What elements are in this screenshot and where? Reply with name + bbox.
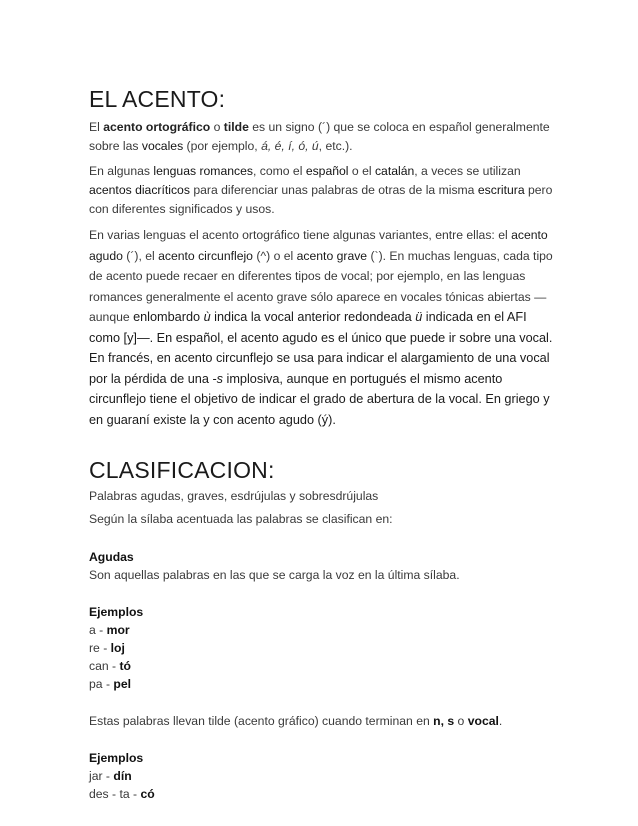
text-run: , etc.). [318,139,353,153]
stressed-syllable: mor [106,623,130,637]
link-acentos-diacriticos[interactable]: acentos diacríticos [89,183,190,197]
text-run: indicada en el AFI como [y]—. En español, el acento agudo es el único que puede ir sobre una vocal. En francés, en acento circunflejo se usa para indicar el alargamiento de una vocal por la pérdida de una - [89,310,553,386]
text-clasificacion-intro: Según la sílaba acentuada las palabras se clasifican en: [89,512,393,526]
example-row [89,657,559,675]
stressed-syllable: có [140,787,155,801]
text-run: pero con diferentes significados y usos. [89,183,553,216]
syllables: pa - [89,677,114,691]
text-run: implosiva, aunque en portugués el mismo acento circunflejo tiene el objetivo de indicar el grado de abertura de la vocal. En griego y en guaraní existe la y con acento agudo (ý). [89,371,550,427]
text-run: Estas palabras llevan tilde (acento gráfico) cuando terminan en [89,714,434,728]
text-italic-s: s [216,371,224,386]
example-row [89,621,559,639]
stressed-syllable: tó [119,659,131,673]
paragraph-diacriticos [89,162,559,219]
text-tilde-rule [89,712,559,730]
syllables: re - [89,641,111,655]
text-run: En varias lenguas el acento ortográfico tiene algunas variantes, entre ellas: el [89,228,512,242]
title-el-acento: EL ACENTO: [89,86,226,112]
text-run: o [454,714,468,728]
subtitle-tipos-palabras: Palabras agudas, graves, esdrújulas y sobresdrújulas [89,489,379,503]
document-page [89,84,559,803]
text-run: para diferenciar unas palabras de otras de la misma [189,183,478,197]
heading-ejemplos-text: Ejemplos [89,605,144,619]
paragraph-definition [89,118,559,156]
syllables: can - [89,659,120,673]
heading-ejemplos-1 [89,603,559,621]
spacer [89,730,559,749]
text-run: o el [348,164,375,178]
text-bold-n-s: n, s [433,714,455,728]
link-acento-ortografico[interactable]: acento ortográfico [103,120,211,134]
spacer [89,584,559,603]
text-run: indica la vocal anterior redondeada [210,310,416,324]
text-run: , como el [252,164,306,178]
example-row [89,675,559,693]
text-run: En algunas [89,164,154,178]
link-acento-grave[interactable]: acento grave [296,248,368,263]
stressed-syllable: dín [113,769,132,783]
heading-agudas [89,548,559,566]
syllables: a - [89,623,107,637]
text-italic-vowels: á, é, í, ó, ú [261,139,319,153]
text-run: (por ejemplo, [183,139,262,153]
text-run: (^) o el [252,248,297,263]
text-bold-vocal: vocal [467,714,499,728]
stressed-syllable: loj [110,641,125,655]
text-run: El [89,120,104,134]
paragraph-variantes [89,225,559,430]
link-tilde[interactable]: tilde [223,120,249,134]
example-row [89,639,559,657]
link-lenguas-romances[interactable]: lenguas romances [153,164,253,178]
text-italic-u-grave: ù [203,310,211,324]
text-agudas-description: Son aquellas palabras en las que se carga la voz en la última sílaba. [89,568,460,582]
text-run: es un signo (´) que se coloca en español generalmente sobre las [89,120,550,153]
text-run: , a veces se utilizan [414,164,521,178]
heading-ejemplos-text: Ejemplos [89,751,144,765]
link-escritura[interactable]: escritura [477,183,525,197]
syllables: jar - [89,769,114,783]
text-run: . [498,714,503,728]
heading-agudas-text: Agudas [89,550,134,564]
example-row [89,767,559,785]
syllables: des - ta - [89,787,141,801]
link-lombardo[interactable]: enlombardo [133,310,204,324]
link-catalan[interactable]: catalán [374,164,415,178]
text-run: (`). En muchas lenguas, cada tipo de acento puede recaer en diferentes tipos de vocal; por ejemplo, en las lenguas romances generalmente el acento grave sólo aparece en vocales tónicas abiertas —aunque [89,248,553,324]
link-espanol[interactable]: español [305,164,349,178]
link-acento-circunflejo[interactable]: acento circunflejo [158,248,253,263]
spacer [89,693,559,712]
example-row [89,785,559,803]
spacer [89,529,559,548]
title-clasificacion: CLASIFICACION: [89,457,275,483]
heading-ejemplos-2 [89,749,559,767]
link-acento-agudo[interactable]: acento agudo [89,228,548,263]
link-vocales[interactable]: vocales [141,139,184,153]
stressed-syllable: pel [113,677,131,691]
text-run: (´), el [122,248,159,263]
text-run: o [210,120,224,134]
text-italic-u-umlaut: ü [415,310,423,324]
